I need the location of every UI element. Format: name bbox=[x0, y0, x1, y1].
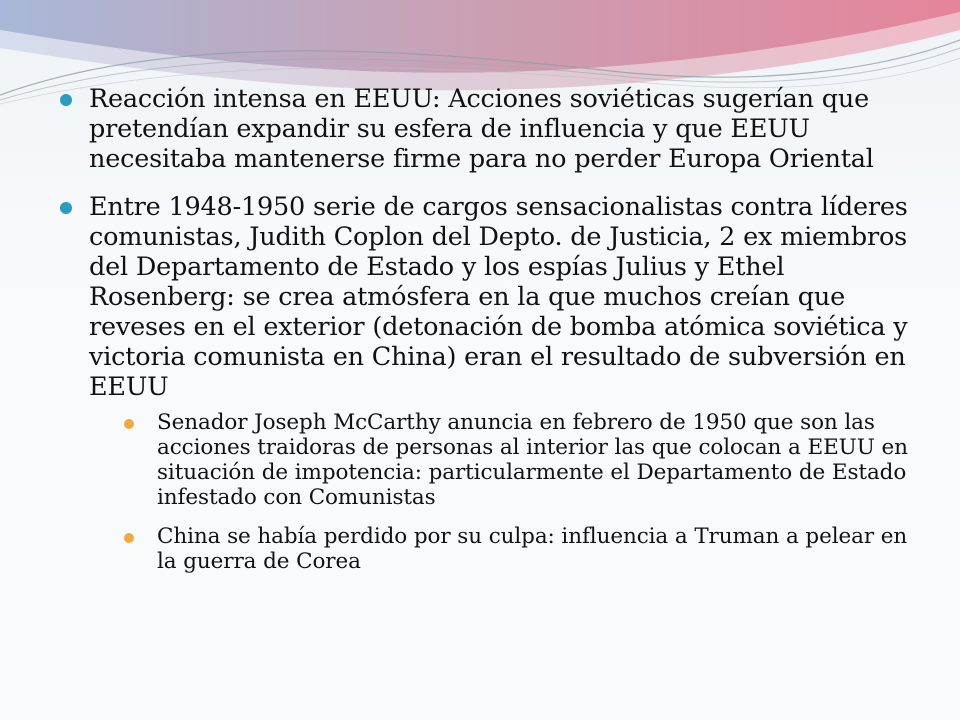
bullet-dot-icon bbox=[60, 202, 72, 214]
bullet-text: Entre 1948-1950 serie de cargos sensacionalistas contra líderes comunistas, Judith Coplon del Depto. de Justicia, 2 ex miembros del Departamento de Estado y los espías Julius y Ethel Rosenberg: se crea atmósfera en la que muchos creían que reveses en el exterior (detonación de bomba atómica soviética y victoria comunista en China) eran el resultado de subversión en EEUU bbox=[89, 192, 908, 402]
sub-bullet-dot-icon bbox=[124, 419, 134, 429]
sub-bullet-item bbox=[124, 410, 920, 510]
slide-content bbox=[60, 84, 920, 592]
bullet-text: Reacción intensa en EEUU: Acciones soviéticas sugerían que pretendían expandir su esfera de influencia y que EEUU necesitaba mantenerse firme para no perder Europa Oriental bbox=[89, 84, 874, 174]
bullet-dot-icon bbox=[60, 94, 72, 106]
sub-bullet-text: China se había perdido por su culpa: influencia a Truman a pelear en la guerra de Corea bbox=[157, 524, 908, 574]
bullet-item bbox=[60, 192, 920, 574]
bullet-item bbox=[60, 84, 920, 174]
sub-bullet-item bbox=[124, 524, 920, 574]
sub-bullet-text: Senador Joseph McCarthy anuncia en febrero de 1950 que son las acciones traidoras de personas al interior las que colocan a EEUU en situación de impotencia: particularmente el Departamento de Estado infestado con Comunistas bbox=[157, 410, 908, 510]
sub-bullet-list bbox=[124, 410, 920, 574]
sub-bullet-dot-icon bbox=[124, 533, 134, 543]
